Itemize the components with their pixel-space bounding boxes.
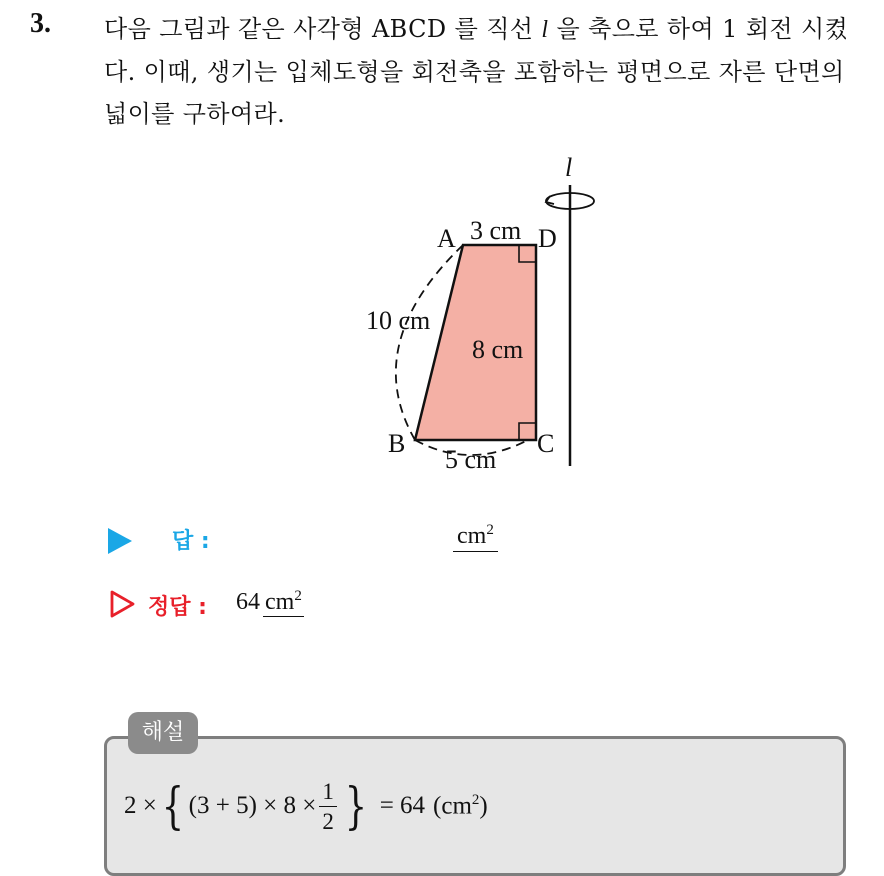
trapezoid-figure xyxy=(360,150,620,480)
formula-part-b: (3 + 5) × 8 × xyxy=(188,792,317,819)
length-left-label: 10 cm xyxy=(366,306,431,335)
length-top-label: 3 cm xyxy=(470,216,522,245)
formula-part-c: = 64 xyxy=(379,792,426,819)
question-text xyxy=(104,8,874,135)
length-right-label: 8 cm xyxy=(472,335,524,364)
formula-part-a: 2 × xyxy=(124,792,157,819)
formula-unit: $(cm^2)$ xyxy=(433,791,488,820)
explanation-tab: 해설 xyxy=(128,712,198,754)
vertex-b-label: B xyxy=(388,429,406,458)
correct-answer-unit xyxy=(263,589,304,617)
question-text-part1: 다음 그림과 같은 사각형 ABCD 를 직선 xyxy=(104,15,542,43)
answer-input-line[interactable] xyxy=(453,522,498,552)
length-bottom-label: 5 cm xyxy=(445,445,497,474)
answer-unit: cm xyxy=(457,523,487,549)
correct-unit-exp: 2 xyxy=(294,588,302,604)
vertex-c-label: C xyxy=(537,429,555,458)
correct-answer-number: 64 xyxy=(236,589,260,615)
correct-answer-label: 정답 : xyxy=(148,595,207,620)
question-text-part2: 을 축으로 하여 1 회전 시켰다. 이때, 생기는 입체도형을 회전축을 포함하는 평면으로 자른 단면의 넓이를 구하여라. xyxy=(104,15,849,128)
fraction-denominator: 2 xyxy=(322,808,334,834)
axis-label: l xyxy=(565,153,573,182)
axis-symbol: l xyxy=(541,17,549,43)
left-brace: { xyxy=(161,777,184,835)
right-brace: } xyxy=(344,777,367,835)
formula-unit-exp: 2 xyxy=(471,791,480,808)
vertex-a-label: A xyxy=(437,224,456,253)
correct-answer-value xyxy=(236,588,304,616)
fraction-numerator: 1 xyxy=(319,780,337,807)
answer-unit-exp: 2 xyxy=(486,522,494,538)
correct-unit-base: cm xyxy=(265,589,295,615)
vertex-d-label: D xyxy=(538,224,557,253)
question-number: 3. xyxy=(30,8,51,39)
correct-triangle-outline-icon xyxy=(110,590,136,618)
answer-triangle-icon xyxy=(108,528,132,554)
rotation-arrowhead-icon xyxy=(546,196,554,204)
explanation-formula xyxy=(124,766,488,846)
formula-fraction xyxy=(319,780,337,833)
formula-unit-base: cm xyxy=(441,792,472,820)
answer-label: 답 : xyxy=(172,529,210,554)
